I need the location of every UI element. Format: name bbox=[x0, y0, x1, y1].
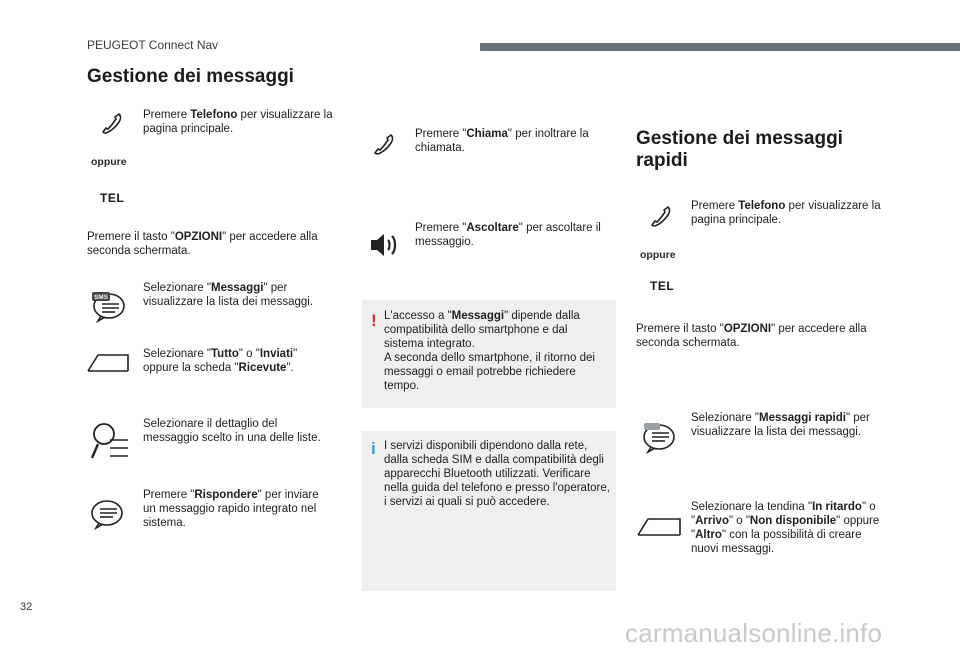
step-listen: Premere "Ascoltare" per ascoltare il messaggio. bbox=[415, 222, 601, 248]
phone-icon bbox=[648, 203, 674, 229]
magnifier-list-icon bbox=[90, 420, 130, 462]
tel-button-label: TEL bbox=[100, 191, 125, 205]
tel-button-label: TEL bbox=[650, 279, 675, 293]
phone-icon bbox=[99, 110, 125, 136]
step-options: Premere il tasto "OPZIONI" per accedere alla seconda schermata. bbox=[87, 231, 318, 257]
info-box bbox=[362, 431, 616, 591]
svg-text:SMS: SMS bbox=[93, 294, 109, 301]
info-text: I servizi disponibili dipendono dalla rete, dalla scheda SIM e dalla compatibilità degli apparecchi Bluetooth utilizzati. Verificare nella guida del telefono e presso l'operatore, i servizi ai quali si può accedere. bbox=[384, 440, 610, 508]
warning-text: L'accesso a "Messaggi" dipende dalla compatibilità dello smartphone e dal sistema integrato. A seconda dello smartphone, il ritorno dei messaggi o email potrebbe richiedere tempo. bbox=[384, 310, 595, 392]
tab-icon bbox=[636, 515, 682, 537]
step-select-quick-messages: Selezionare "Messaggi rapidi" per visualizzare la lista dei messaggi. bbox=[691, 412, 870, 438]
warning-icon: ! bbox=[371, 311, 377, 330]
tab-icon bbox=[86, 351, 130, 373]
manual-header: PEUGEOT Connect Nav bbox=[87, 38, 219, 52]
info-icon: i bbox=[371, 439, 376, 458]
step-select-tab: Selezionare "Tutto" o "Inviati" oppure la scheda "Ricevute". bbox=[143, 348, 298, 374]
step-reply: Premere "Rispondere" per inviare un messaggio rapido integrato nel sistema. bbox=[143, 489, 319, 529]
phone-icon bbox=[371, 131, 397, 157]
step-options-quick: Premere il tasto "OPZIONI" per accedere alla seconda schermata. bbox=[636, 323, 867, 349]
step-open-phone-quick: Premere Telefono per visualizzare la pagina principale. bbox=[691, 200, 881, 226]
step-call: Premere "Chiama" per inoltrare la chiamata. bbox=[415, 128, 589, 154]
warning-box bbox=[362, 300, 616, 408]
oppure-label: oppure bbox=[640, 249, 676, 261]
section-title-quick-messages: Gestione dei messaggi rapidi bbox=[636, 128, 843, 171]
reply-message-icon bbox=[89, 497, 125, 531]
step-open-phone: Premere Telefono per visualizzare la pagina principale. bbox=[143, 109, 333, 135]
sms-icon bbox=[91, 289, 127, 323]
step-message-detail: Selezionare il dettaglio del messaggio scelto in una delle liste. bbox=[143, 418, 321, 444]
oppure-label: oppure bbox=[91, 156, 127, 168]
speaker-icon bbox=[369, 231, 401, 259]
page-number: 32 bbox=[20, 601, 33, 613]
step-select-messages: Selezionare "Messaggi" per visualizzare la lista dei messaggi. bbox=[143, 282, 314, 308]
quick-message-icon bbox=[641, 420, 677, 454]
header-bar bbox=[480, 43, 960, 51]
step-select-quick-tab: Selezionare la tendina "In ritardo" o "Arrivo" o "Non disponibile" oppure "Altro" con la possibilità di creare nuovi messaggi. bbox=[691, 501, 880, 555]
section-title-messages: Gestione dei messaggi bbox=[87, 66, 294, 87]
watermark: carmanualsonline.info bbox=[625, 618, 883, 648]
